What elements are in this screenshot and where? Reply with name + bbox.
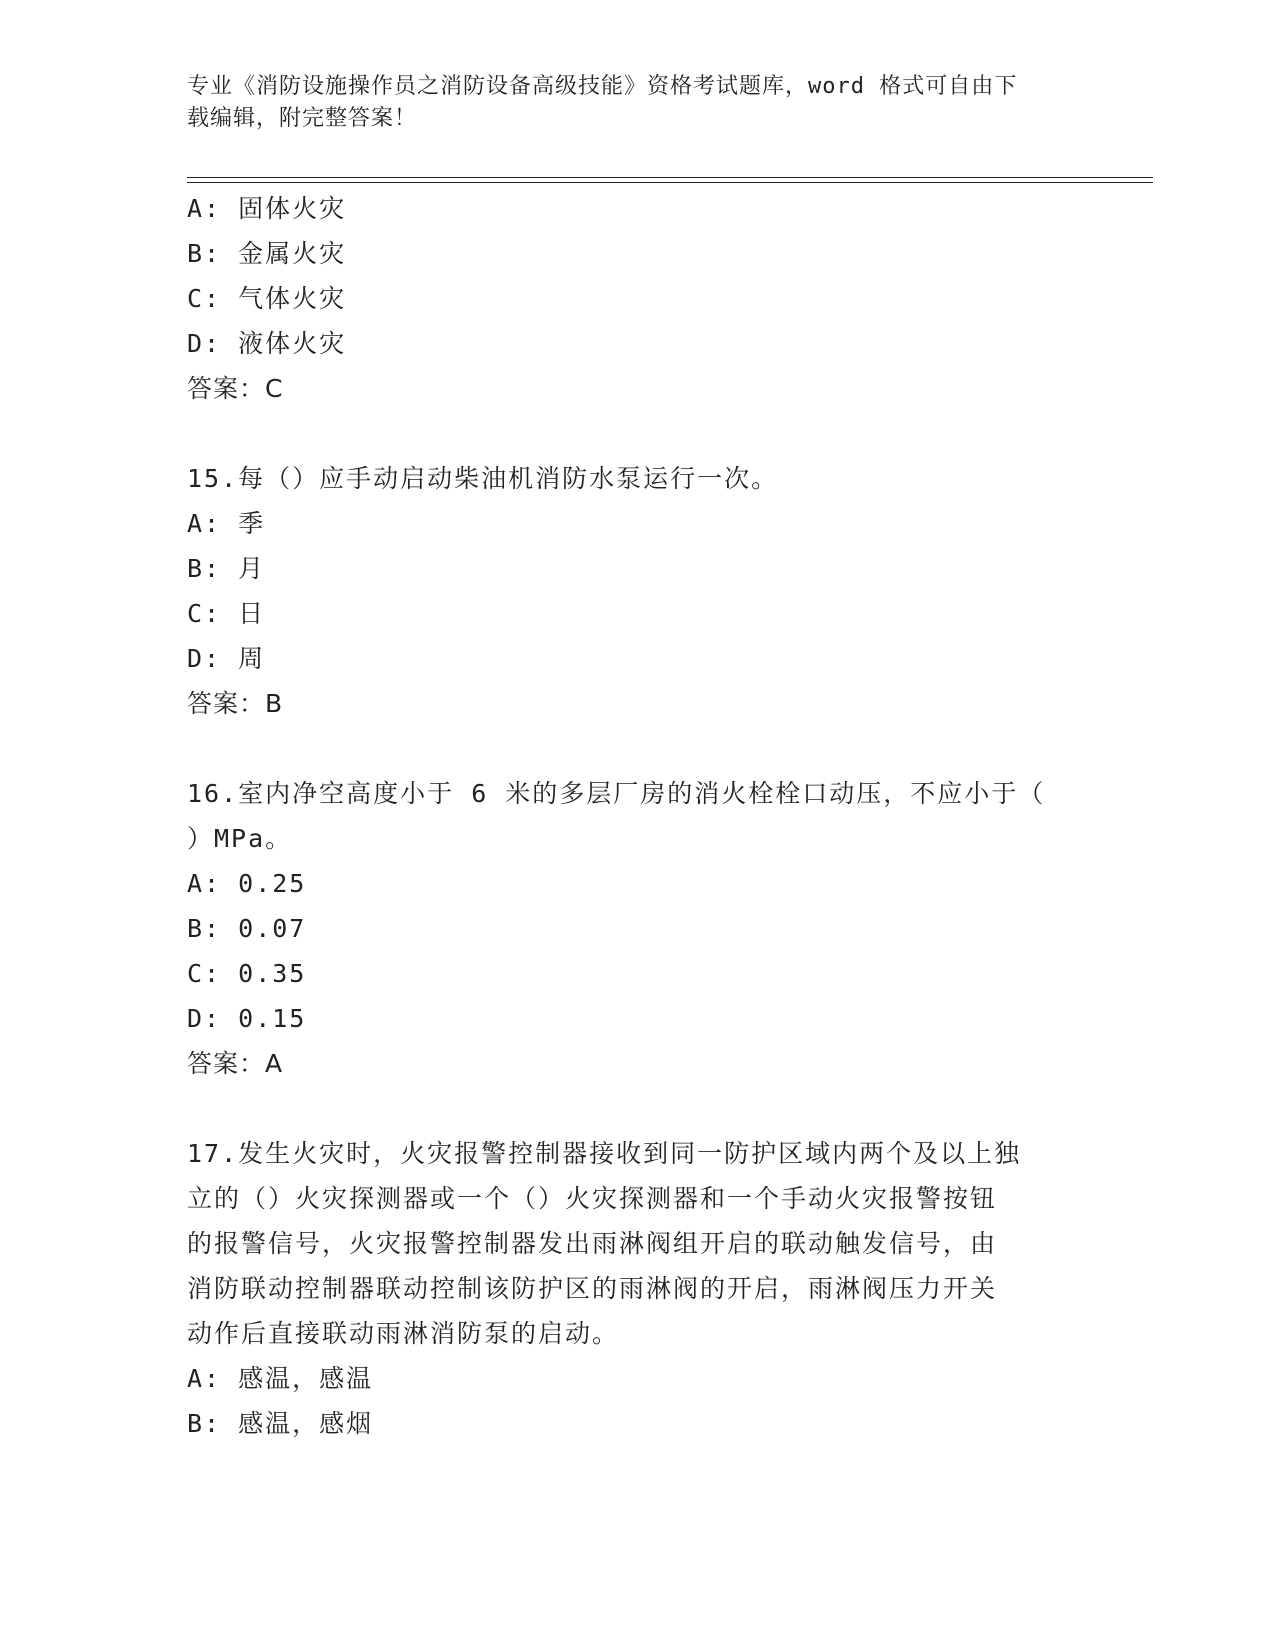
q16-stem-line-2: ）MPa。: [187, 824, 293, 853]
q17-option-b: B: 感温，感烟: [187, 1409, 374, 1438]
q15-option-b: B: 月: [187, 554, 266, 583]
q16-option-d: D: 0.15: [187, 1004, 307, 1033]
document-header-line-2: 载编辑，附完整答案！: [187, 106, 418, 131]
q15-option-d: D: 周: [187, 644, 266, 673]
q16-option-a: A: 0.25: [187, 869, 307, 898]
q14-option-b: B: 金属火灾: [187, 239, 347, 268]
q17-stem-line-5: 动作后直接联动雨淋消防泵的启动。: [187, 1319, 620, 1348]
header-divider-top: [187, 177, 1153, 178]
q16-option-c: C: 0.35: [187, 959, 307, 988]
q16-stem-line-1: 16.室内净空高度小于 6 米的多层厂房的消火栓栓口动压，不应小于（: [187, 779, 1046, 808]
q16-option-b: B: 0.07: [187, 914, 307, 943]
q14-answer: 答案：C: [187, 374, 284, 403]
q15-stem: 15.每（）应手动启动柴油机消防水泵运行一次。: [187, 464, 779, 493]
q17-stem-line-2: 立的（）火灾探测器或一个（）火灾探测器和一个手动火灾报警按钮: [187, 1184, 998, 1213]
q15-answer: 答案：B: [187, 689, 284, 718]
q15-option-a: A: 季: [187, 509, 266, 538]
q14-option-d: D: 液体火灾: [187, 329, 347, 358]
q17-stem-line-3: 的报警信号，火灾报警控制器发出雨淋阀组开启的联动触发信号，由: [187, 1229, 998, 1258]
q14-option-a: A: 固体火灾: [187, 194, 347, 223]
q17-stem-line-1: 17.发生火灾时，火灾报警控制器接收到同一防护区域内两个及以上独: [187, 1139, 1022, 1168]
document-header-line-1: 专业《消防设施操作员之消防设备高级技能》资格考试题库，word 格式可自由下: [187, 74, 1018, 99]
q14-option-c: C: 气体火灾: [187, 284, 347, 313]
header-divider-bottom: [187, 182, 1153, 183]
q17-stem-line-4: 消防联动控制器联动控制该防护区的雨淋阀的开启，雨淋阀压力开关: [187, 1274, 998, 1303]
q16-answer: 答案：A: [187, 1049, 284, 1078]
q15-option-c: C: 日: [187, 599, 266, 628]
q17-option-a: A: 感温，感温: [187, 1364, 374, 1393]
